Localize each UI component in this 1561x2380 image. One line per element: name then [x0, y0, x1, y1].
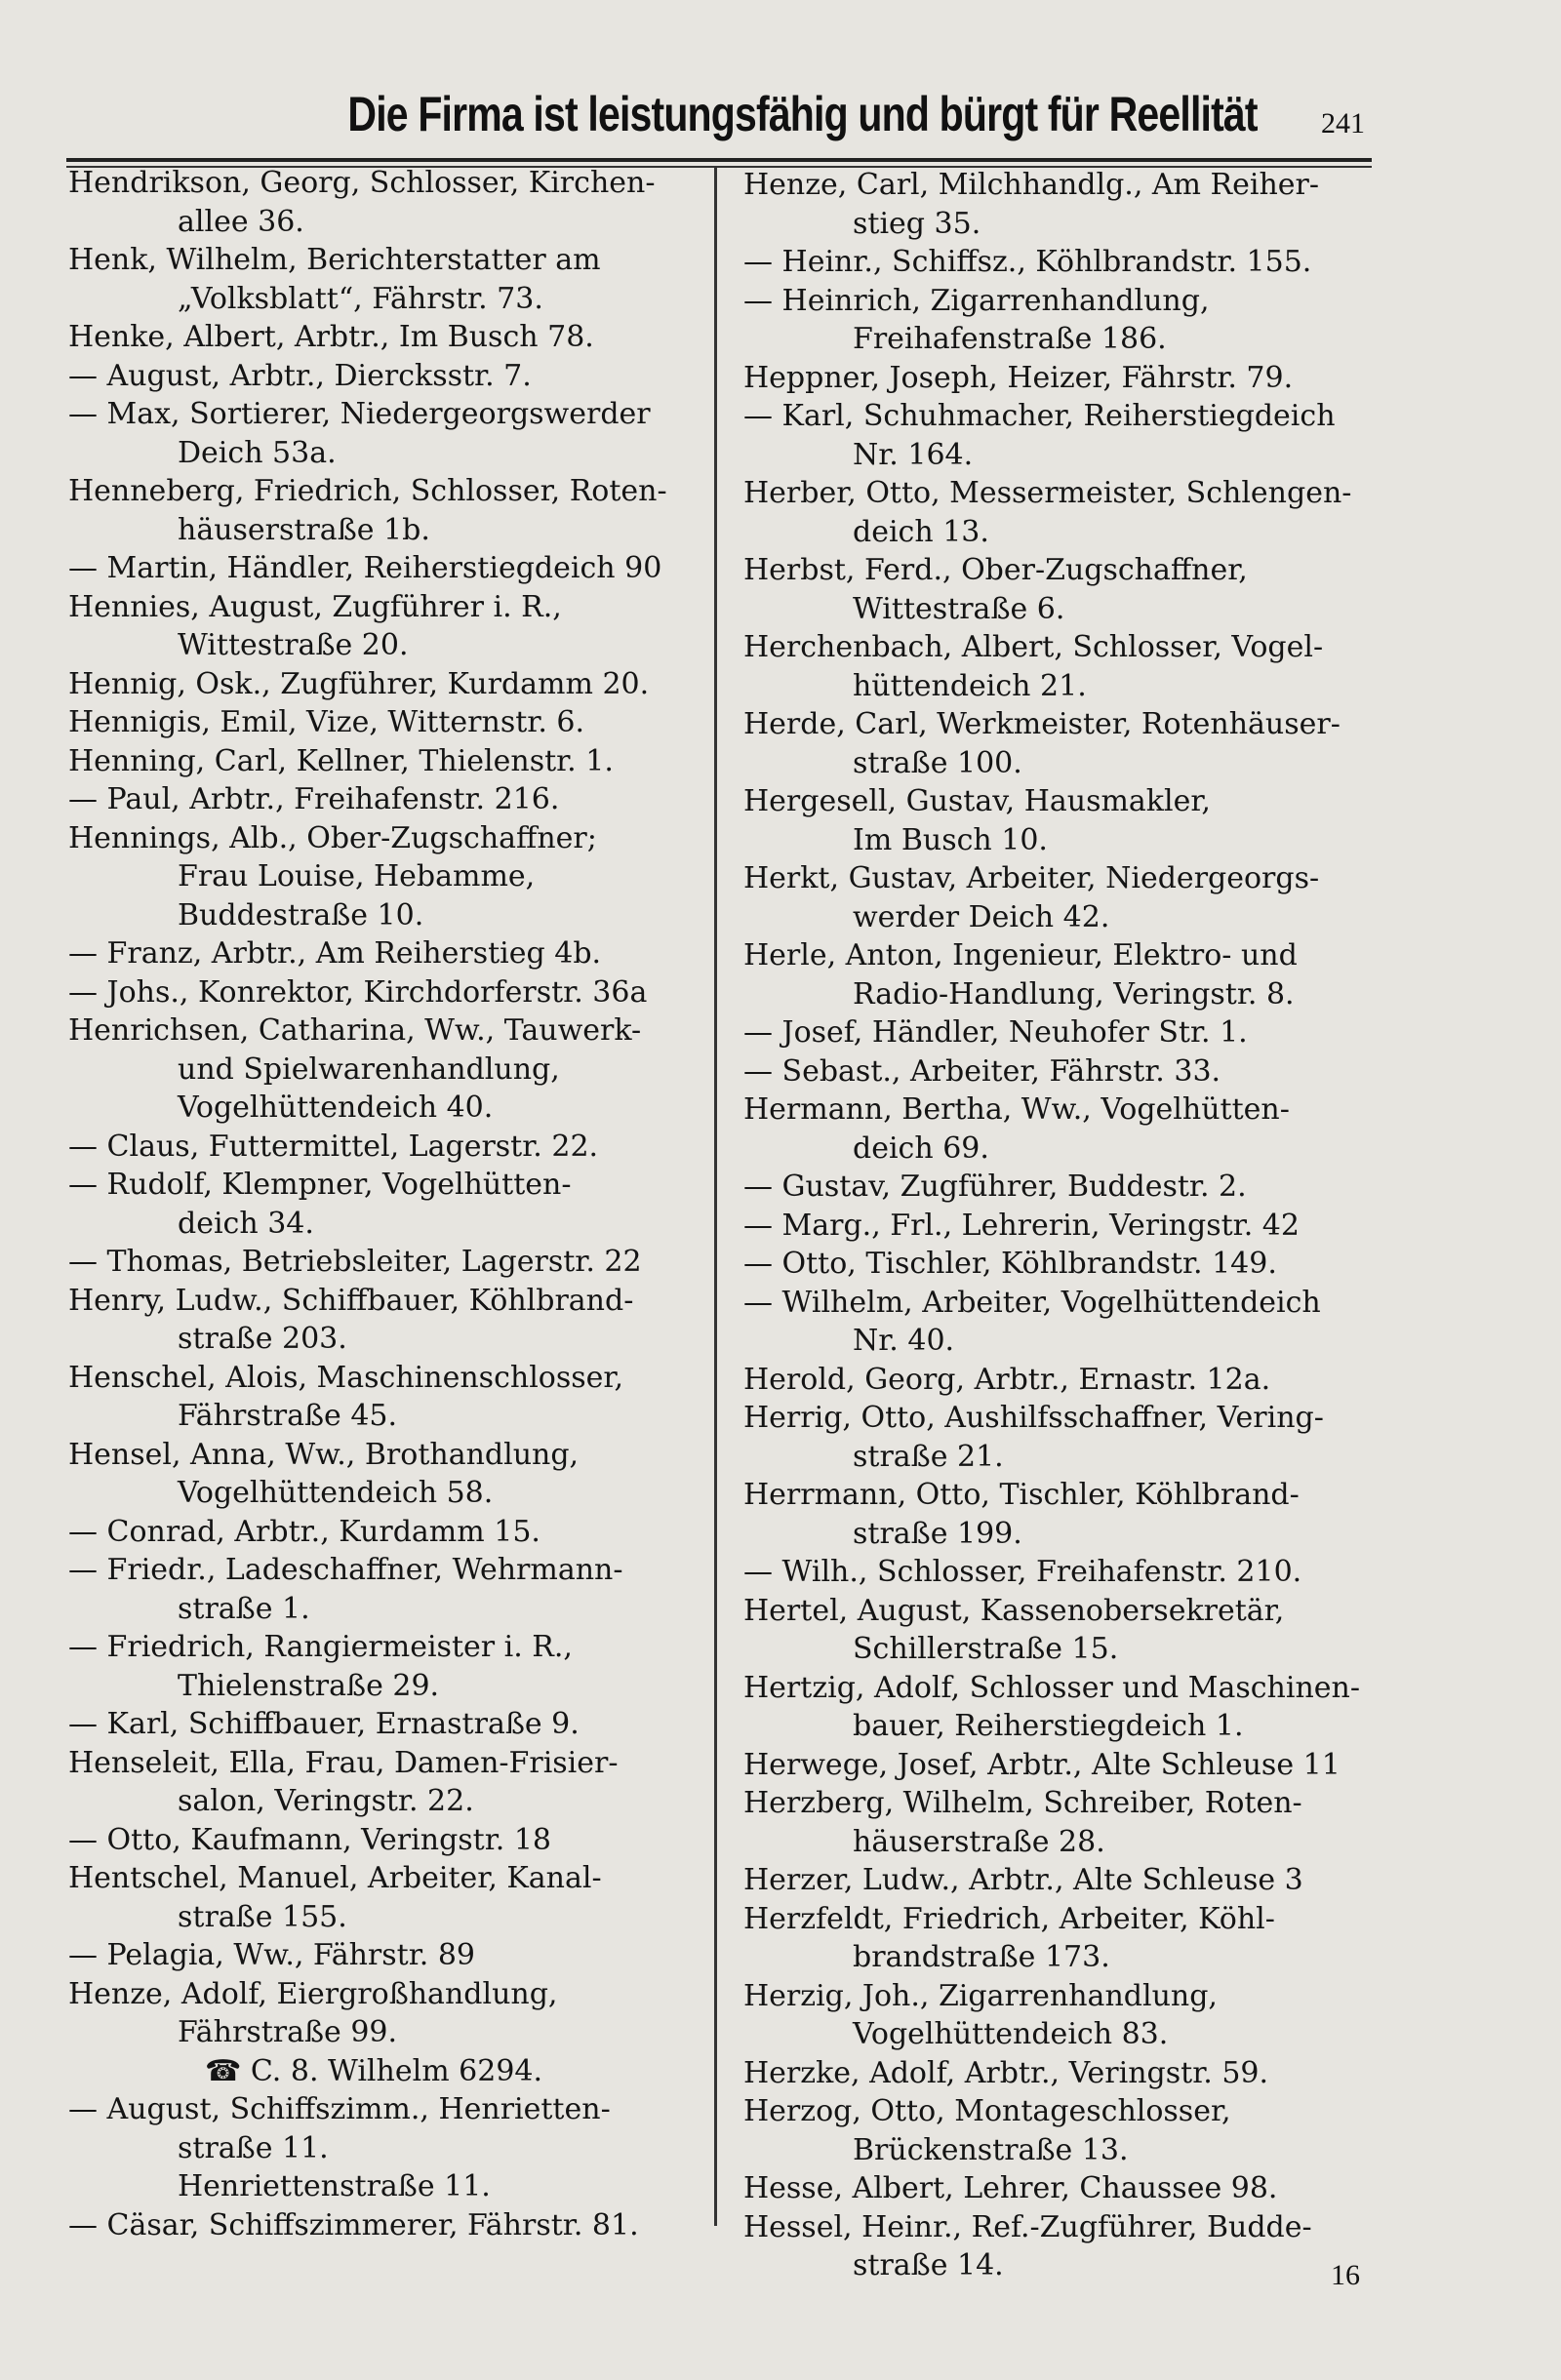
entry-continuation-line: Deich 53a. — [178, 435, 337, 470]
page-header-title: Die Firma ist leistungsfähig und bürgt für Reellität — [347, 87, 1258, 141]
entry-continuation-line: Brückenstraße 13. — [853, 2132, 1129, 2167]
entry-continuation-line: Schillerstraße 15. — [853, 1632, 1119, 1666]
entry-continuation-line: allee 36. — [178, 204, 304, 239]
directory-entry-line: — Wilhelm, Arbeiter, Vogelhüttendeich — [743, 1285, 1321, 1320]
column-divider — [714, 168, 717, 2226]
entry-continuation-line: deich 13. — [853, 514, 989, 549]
entry-continuation-line: straße 11. — [178, 2130, 329, 2165]
entry-continuation-line: häuserstraße 1b. — [178, 512, 430, 547]
directory-entry-line: — Marg., Frl., Lehrerin, Veringstr. 42 — [743, 1208, 1300, 1243]
directory-entry-line: Herzfeldt, Friedrich, Arbeiter, Köhl- — [743, 1901, 1275, 1936]
directory-entry-line: — Claus, Futtermittel, Lagerstr. 22. — [68, 1129, 599, 1164]
entry-continuation-line: hüttendeich 21. — [853, 668, 1087, 703]
entry-continuation-line: straße 21. — [853, 1439, 1004, 1474]
directory-entry-line: — Conrad, Arbtr., Kurdamm 15. — [68, 1514, 540, 1549]
directory-entry-line: Herle, Anton, Ingenieur, Elektro- und — [743, 938, 1298, 972]
entry-continuation-line: Buddestraße 10. — [178, 897, 424, 932]
directory-entry-line: Hesse, Albert, Lehrer, Chaussee 98. — [743, 2171, 1278, 2205]
entry-continuation-line: und Spielwarenhandlung, — [178, 1051, 560, 1087]
directory-entry-line: — Karl, Schiffbauer, Ernastraße 9. — [68, 1707, 580, 1741]
header-rule — [66, 158, 1372, 162]
entry-continuation-line: straße 155. — [178, 1899, 347, 1934]
directory-entry-line: Hessel, Heinr., Ref.-Zugführer, Budde- — [743, 2209, 1312, 2244]
directory-entry-line: Henke, Albert, Arbtr., Im Busch 78. — [68, 320, 594, 354]
entry-continuation-line: Nr. 40. — [853, 1324, 955, 1358]
directory-entry-line: — Cäsar, Schiffszimmerer, Fährstr. 81. — [68, 2207, 639, 2242]
entry-continuation-line: Wittestraße 20. — [178, 628, 409, 662]
directory-entry-line: Herrig, Otto, Aushilfsschaffner, Vering- — [743, 1401, 1324, 1435]
entry-continuation-line: Radio-Handlung, Veringstr. 8. — [853, 976, 1295, 1012]
directory-entry-line: Hentschel, Manuel, Arbeiter, Kanal- — [68, 1861, 602, 1895]
directory-entry-line: — Rudolf, Klempner, Vogelhütten- — [68, 1168, 572, 1202]
directory-entry-line: — Wilh., Schlosser, Freihafenstr. 210. — [743, 1555, 1302, 1589]
directory-entry-line: Henneberg, Friedrich, Schlosser, Roten- — [68, 474, 667, 508]
directory-entry-line: Hendrikson, Georg, Schlosser, Kirchen- — [68, 166, 656, 200]
directory-entry-line: Hennies, August, Zugführer i. R., — [68, 589, 562, 624]
right-column — [743, 166, 1378, 2285]
directory-entry-line: — Johs., Konrektor, Kirchdorferstr. 36a — [68, 974, 648, 1010]
entry-continuation-line: deich 34. — [178, 1206, 314, 1241]
directory-entry-line: — Otto, Kaufmann, Veringstr. 18 — [68, 1822, 552, 1857]
entry-continuation-line: salon, Veringstr. 22. — [178, 1784, 474, 1818]
directory-entry-line: Herzog, Otto, Montageschlosser, — [743, 2094, 1231, 2128]
directory-entry-line: Hennings, Alb., Ober-Zugschaffner; — [68, 820, 597, 855]
directory-entry-line: Henze, Adolf, Eiergroßhandlung, — [68, 1976, 558, 2011]
directory-entry-line: Henseleit, Ella, Frau, Damen-Frisier- — [68, 1745, 619, 1780]
directory-entry-line: — August, Schiffszimm., Henrietten- — [68, 2092, 611, 2126]
directory-entry-line: Herzberg, Wilhelm, Schreiber, Roten- — [743, 1786, 1302, 1820]
entry-continuation-line: deich 69. — [853, 1130, 989, 1166]
directory-entry-line: Hergesell, Gustav, Hausmakler, — [743, 784, 1211, 818]
directory-entry-line: — Otto, Tischler, Köhlbrandstr. 149. — [743, 1247, 1277, 1281]
entry-continuation-line: Vogelhüttendeich 58. — [178, 1476, 494, 1510]
entry-continuation-line: straße 199. — [853, 1516, 1022, 1551]
entry-continuation-line: straße 203. — [178, 1322, 347, 1356]
directory-entry-line: Herrmann, Otto, Tischler, Köhlbrand- — [743, 1478, 1300, 1512]
directory-entry-line: — Thomas, Betriebsleiter, Lagerstr. 22 — [68, 1245, 642, 1279]
entry-continuation-line: ☎ C. 8. Wilhelm 6294. — [205, 2053, 543, 2088]
directory-entry-line: — Martin, Händler, Reiherstiegdeich 90 — [68, 551, 662, 585]
directory-entry-line: — Franz, Arbtr., Am Reiherstieg 4b. — [68, 936, 602, 971]
entry-continuation-line: Henriettenstraße 11. — [178, 2169, 491, 2203]
directory-entry-line: Herwege, Josef, Arbtr., Alte Schleuse 11 — [743, 1747, 1341, 1782]
directory-entry-line: — Josef, Händler, Neuhofer Str. 1. — [743, 1015, 1248, 1050]
entry-continuation-line: Vogelhüttendeich 40. — [178, 1091, 494, 1125]
directory-entry-line: — August, Arbtr., Diercksstr. 7. — [68, 358, 532, 393]
directory-entry-line: Herold, Georg, Arbtr., Ernastr. 12a. — [743, 1362, 1271, 1397]
entry-continuation-line: Wittestraße 6. — [853, 591, 1065, 626]
directory-entry-line: Henrichsen, Catharina, Ww., Tauwerk- — [68, 1013, 642, 1048]
entry-continuation-line: „Volksblatt“, Fährstr. 73. — [178, 281, 543, 316]
directory-entry-line: Herzer, Ludw., Arbtr., Alte Schleuse 3 — [743, 1863, 1303, 1897]
directory-entry-line: Herde, Carl, Werkmeister, Rotenhäuser- — [743, 707, 1341, 741]
entry-continuation-line: werder Deich 42. — [853, 899, 1110, 934]
entry-continuation-line: straße 14. — [853, 2248, 1004, 2282]
entry-continuation-line: straße 1. — [178, 1591, 310, 1626]
directory-entry-line: Herkt, Gustav, Arbeiter, Niedergeorgs- — [743, 861, 1320, 895]
entry-continuation-line: Thielenstraße 29. — [178, 1668, 440, 1703]
entry-continuation-line: brandstraße 173. — [853, 1940, 1110, 1974]
directory-entry-line: Herchenbach, Albert, Schlosser, Vogel- — [743, 630, 1324, 664]
directory-entry-line: — Heinrich, Zigarrenhandlung, — [743, 283, 1210, 318]
entry-continuation-line: Fährstraße 45. — [178, 1399, 398, 1433]
directory-entry-line: Hertzig, Adolf, Schlosser und Maschinen- — [743, 1670, 1361, 1705]
entry-continuation-line: Freihafenstraße 186. — [853, 322, 1167, 356]
directory-entry-line: Herber, Otto, Messermeister, Schlengen- — [743, 476, 1352, 510]
directory-entry-line: Herzke, Adolf, Arbtr., Veringstr. 59. — [743, 2055, 1269, 2090]
directory-entry-line: — Heinr., Schiffsz., Köhlbrandstr. 155. — [743, 245, 1312, 279]
directory-entry-line: Heppner, Joseph, Heizer, Fährstr. 79. — [743, 360, 1294, 395]
entry-continuation-line: Fährstraße 99. — [178, 2015, 398, 2049]
entry-continuation-line: Nr. 164. — [853, 437, 974, 472]
directory-entry-line: Hensel, Anna, Ww., Brothandlung, — [68, 1437, 580, 1472]
entry-continuation-line: stieg 35. — [853, 206, 981, 241]
entry-continuation-line: häuserstraße 28. — [853, 1824, 1105, 1859]
entry-continuation-line: straße 100. — [853, 745, 1022, 780]
directory-entry-line: Hennig, Osk., Zugführer, Kurdamm 20. — [68, 666, 650, 701]
entry-continuation-line: Vogelhüttendeich 83. — [853, 2017, 1169, 2051]
directory-entry-line: — Friedrich, Rangiermeister i. R., — [68, 1630, 573, 1664]
directory-entry-line: Hermann, Bertha, Ww., Vogelhütten- — [743, 1092, 1290, 1127]
page-number: 241 — [1321, 107, 1365, 139]
left-column — [68, 164, 702, 2244]
directory-entry-line: Herbst, Ferd., Ober-Zugschaffner, — [743, 553, 1248, 587]
directory-entry-line: Henry, Ludw., Schiffbauer, Köhlbrand- — [68, 1283, 634, 1318]
directory-entry-line: Hertel, August, Kassenobersekretär, — [743, 1593, 1285, 1628]
entry-continuation-line: bauer, Reiherstiegdeich 1. — [853, 1709, 1244, 1743]
directory-entry-line: Henschel, Alois, Maschinenschlosser, — [68, 1360, 623, 1395]
directory-entry-line: Henk, Wilhelm, Berichterstatter am — [68, 243, 601, 277]
directory-entry-line: — Pelagia, Ww., Fährstr. 89 — [68, 1938, 475, 1972]
directory-entry-line: — Gustav, Zugführer, Buddestr. 2. — [743, 1170, 1247, 1204]
entry-continuation-line: Frau Louise, Hebamme, — [178, 859, 536, 893]
directory-entry-line: — Paul, Arbtr., Freihafenstr. 216. — [68, 782, 560, 816]
directory-entry-line: — Karl, Schuhmacher, Reiherstiegdeich — [743, 399, 1336, 433]
footer-signature: 16 — [1331, 2259, 1360, 2291]
entry-continuation-line: Im Busch 10. — [853, 822, 1048, 857]
directory-entry-line: Herzig, Joh., Zigarrenhandlung, — [743, 1978, 1218, 2013]
directory-entry-line: — Max, Sortierer, Niedergeorgswerder — [68, 397, 651, 431]
directory-entry-line: Hennigis, Emil, Vize, Witternstr. 6. — [68, 705, 585, 739]
directory-entry-line: Henning, Carl, Kellner, Thielenstr. 1. — [68, 743, 614, 778]
directory-entry-line: Henze, Carl, Milchhandlg., Am Reiher- — [743, 168, 1320, 202]
directory-entry-line: — Sebast., Arbeiter, Fährstr. 33. — [743, 1053, 1221, 1089]
directory-entry-line: — Friedr., Ladeschaffner, Wehrmann- — [68, 1553, 623, 1587]
